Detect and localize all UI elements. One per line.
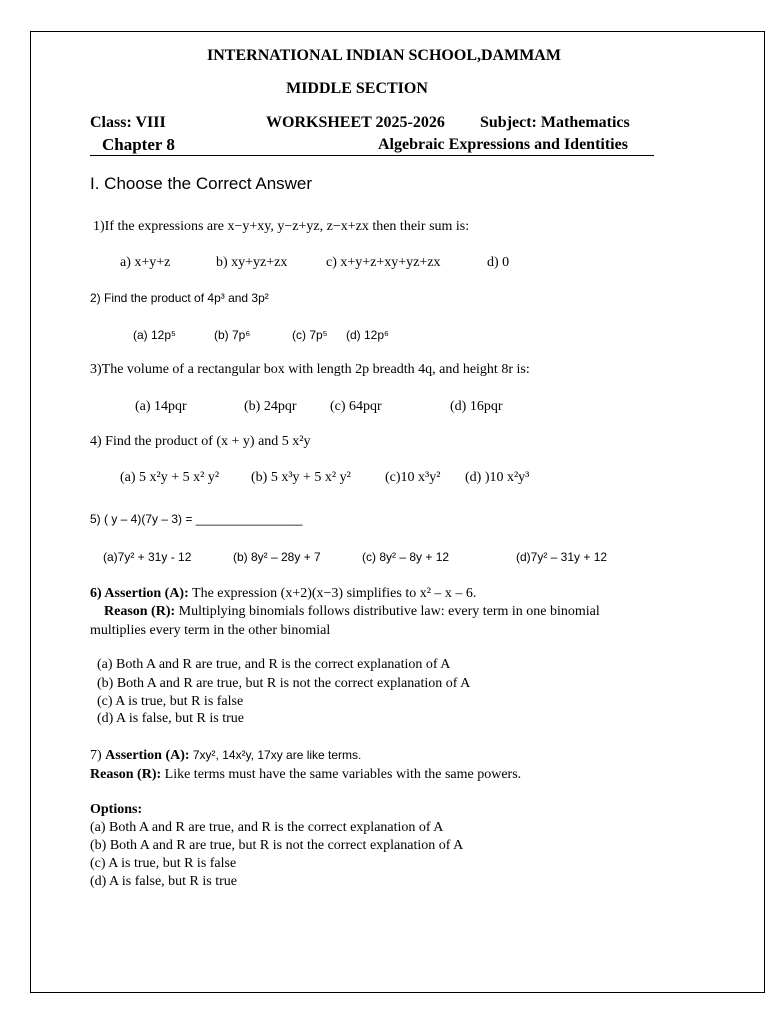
subject-label: Subject: Mathematics <box>480 114 630 131</box>
q1-text: 1)If the expressions are x−y+xy, y−z+yz, z−x+zx then their sum is: <box>93 219 470 234</box>
q5-option-c: (c) 8y² – 8y + 12 <box>362 550 450 564</box>
q5-option-d: (d)7y² – 31y + 12 <box>516 550 608 564</box>
q6-number: 6) <box>90 586 105 601</box>
q3-option-d: (d) 16pqr <box>450 399 503 414</box>
q7-option-d: (d) A is false, but R is true <box>90 874 237 889</box>
q7-option-a: (a) Both A and R are true, and R is the correct explanation of A <box>90 820 444 835</box>
q2-text: 2) Find the product of 4p³ and 3p² <box>90 291 269 305</box>
q4-option-a: (a) 5 x²y + 5 x² y² <box>120 470 220 485</box>
q7-assertion-text: 7xy², 14x²y, 17xy are like terms. <box>189 748 362 762</box>
q4-text: 4) Find the product of (x + y) and 5 x²y <box>90 434 311 449</box>
q6-assertion-text: The expression (x+2)(x−3) simplifies to x² – x – 6. <box>188 586 477 601</box>
school-name: INTERNATIONAL INDIAN SCHOOL,DAMMAM <box>207 47 561 64</box>
chapter-title: Algebraic Expressions and Identities <box>378 136 628 153</box>
q5-option-b: (b) 8y² – 28y + 7 <box>233 550 321 564</box>
q6-option-a: (a) Both A and R are true, and R is the correct explanation of A <box>97 657 451 672</box>
q3-text: 3)The volume of a rectangular box with length 2p breadth 4q, and height 8r is: <box>90 362 530 377</box>
q7-options-label: Options: <box>90 802 143 817</box>
q2-option-a: (a) 12p⁵ <box>133 328 176 342</box>
q7-option-b: (b) Both A and R are true, but R is not the correct explanation of A <box>90 838 464 853</box>
q5-text: 5) ( y – 4)(7y – 3) = ________________ <box>90 512 303 526</box>
q1-option-a: a) x+y+z <box>120 255 171 270</box>
header-underline <box>90 155 654 156</box>
q7-assertion-label: Assertion (A): <box>105 748 190 763</box>
section-title: I. Choose the Correct Answer <box>90 174 313 193</box>
q6-option-d: (d) A is false, but R is true <box>97 711 244 726</box>
chapter-label: Chapter 8 <box>102 135 175 154</box>
q1-option-c: c) x+y+z+xy+yz+zx <box>326 255 441 270</box>
q7-number: 7) <box>90 748 106 763</box>
q6-option-c: (c) A is true, but R is false <box>97 694 244 709</box>
q6-assertion-label: Assertion (A): <box>104 586 189 601</box>
q7-reason <box>90 767 521 783</box>
q2-option-c: (c) 7p⁵ <box>292 328 328 342</box>
q7-reason-text: Like terms must have the same variables with the same powers. <box>161 767 522 782</box>
class-label: Class: VIII <box>90 114 166 131</box>
q4-option-b: (b) 5 x³y + 5 x² y² <box>251 470 351 485</box>
worksheet-label: WORKSHEET 2025-2026 <box>266 114 445 131</box>
q6-reason-cont: multiplies every term in the other binomial <box>90 623 331 638</box>
q6-assertion <box>90 586 476 602</box>
q1-option-d: d) 0 <box>487 255 510 270</box>
q3-option-a: (a) 14pqr <box>135 399 187 414</box>
q6-reason <box>104 604 600 620</box>
section-name: MIDDLE SECTION <box>286 80 428 97</box>
q1-option-b: b) xy+yz+zx <box>216 255 288 270</box>
q5-option-a: (a)7y² + 31y - 12 <box>103 550 192 564</box>
q6-reason-text: Multiplying binomials follows distributive law: every term in one binomial <box>175 604 600 619</box>
q6-option-b: (b) Both A and R are true, but R is not the correct explanation of A <box>97 676 471 691</box>
q3-option-b: (b) 24pqr <box>244 399 297 414</box>
q4-option-c: (c)10 x³y² <box>385 470 441 485</box>
q7-assertion <box>90 748 361 764</box>
q7-reason-label: Reason (R): <box>90 767 162 782</box>
q4-option-d: (d) )10 x²y³ <box>465 470 530 485</box>
q2-option-d: (d) 12p⁶ <box>346 328 389 342</box>
q7-option-c: (c) A is true, but R is false <box>90 856 237 871</box>
q3-option-c: (c) 64pqr <box>330 399 382 414</box>
q6-reason-label: Reason (R): <box>104 604 176 619</box>
q2-option-b: (b) 7p⁶ <box>214 328 251 342</box>
